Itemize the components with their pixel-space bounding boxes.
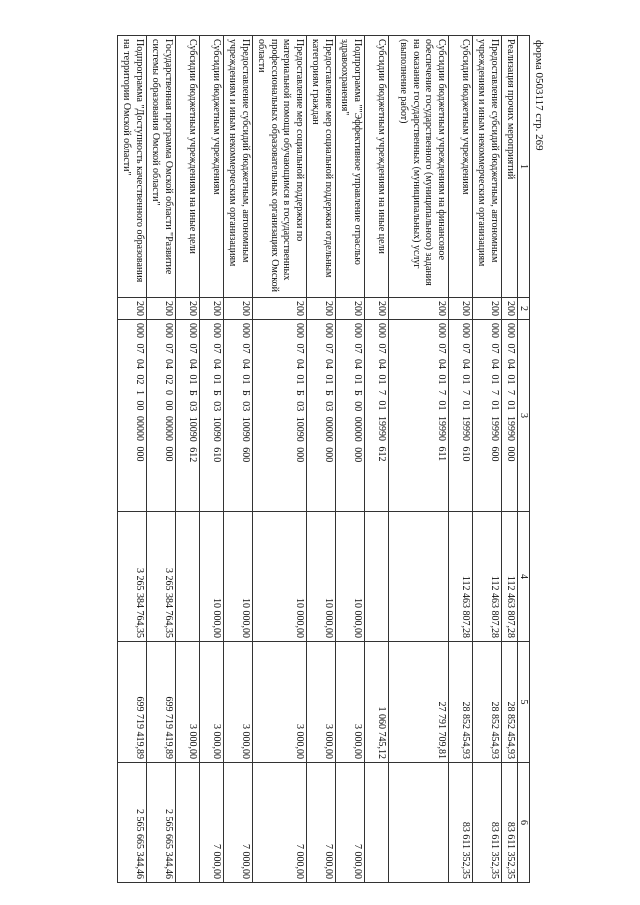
- row-code: 200: [365, 298, 389, 320]
- row-code: 200: [473, 298, 502, 320]
- table-row: [200, 36, 224, 883]
- row-name: Подпрограмма "Доступность качественного образования на территории Омской области": [118, 36, 147, 298]
- row-value-remaining: 7 000,00: [336, 763, 365, 883]
- row-value-remaining: [365, 763, 389, 883]
- row-name: Субсидии бюджетным учреждениям на финансовое обеспечение государственного (муниципального) задания на оказание государственных (муниципальных) услуг (выполнение работ): [389, 36, 449, 298]
- row-name: Подпрограмма ""Эффективное управление отраслью здравоохранения": [336, 36, 365, 298]
- row-kbk: 000 07 04 01 7 01 19990 612: [365, 320, 389, 512]
- row-code: 200: [224, 298, 253, 320]
- table-row: [224, 36, 253, 883]
- row-name: Предоставление субсидий бюджетным, автономным учреждениям и иным некоммерческим организациям: [473, 36, 502, 298]
- row-value-executed: 3 000,00: [253, 642, 307, 763]
- table-row: [118, 36, 147, 883]
- column-number: 5: [518, 642, 530, 763]
- row-value-executed: 27 791 709,81: [389, 642, 449, 763]
- row-value-plan: 10 000,00: [224, 512, 253, 642]
- row-kbk: 000 07 04 02 1 00 00000 000: [118, 320, 147, 512]
- row-value-executed: 28 852 454,93: [449, 642, 473, 763]
- column-number: 6: [518, 763, 530, 883]
- row-value-remaining: 7 000,00: [200, 763, 224, 883]
- column-number: 1: [518, 36, 530, 298]
- row-value-plan: [389, 512, 449, 642]
- column-number: 4: [518, 512, 530, 642]
- row-value-executed: 3 000,00: [200, 642, 224, 763]
- row-value-remaining: 7 000,00: [307, 763, 336, 883]
- row-value-remaining: [176, 763, 200, 883]
- row-value-plan: 112 463 807,28: [473, 512, 502, 642]
- table-row: [365, 36, 389, 883]
- row-value-executed: 3 000,00: [307, 642, 336, 763]
- row-value-remaining: 2 565 665 344,46: [147, 763, 176, 883]
- row-name: Предоставление мер социальной поддержки отдельным категориям граждан: [307, 36, 336, 298]
- form-label: форма 0503117 стр. 269: [533, 40, 545, 151]
- row-value-plan: 10 000,00: [307, 512, 336, 642]
- row-value-plan: 112 463 807,28: [449, 512, 473, 642]
- row-code: 200: [147, 298, 176, 320]
- table-row: [502, 36, 518, 883]
- row-value-plan: [365, 512, 389, 642]
- column-number: 3: [518, 320, 530, 512]
- report-sheet: [75, 35, 530, 882]
- row-value-executed: 699 719 419,89: [147, 642, 176, 763]
- row-name: Предоставление субсидий бюджетным, автономным учреждениям и иным некоммерческим организациям: [224, 36, 253, 298]
- table-row: [307, 36, 336, 883]
- row-kbk: 000 07 04 01 7 01 19990 600: [473, 320, 502, 512]
- row-kbk: 000 07 04 02 0 00 00000 000: [147, 320, 176, 512]
- row-kbk: 000 07 04 01 7 01 19990 000: [502, 320, 518, 512]
- row-value-remaining: 83 611 352,35: [449, 763, 473, 883]
- row-code: 200: [253, 298, 307, 320]
- row-kbk: 000 07 04 01 Б 03 10090 600: [224, 320, 253, 512]
- row-kbk: 000 07 04 01 Б 03 10090 612: [176, 320, 200, 512]
- row-value-executed: 1 060 745,12: [365, 642, 389, 763]
- row-code: 200: [176, 298, 200, 320]
- table-row: [449, 36, 473, 883]
- row-code: 200: [449, 298, 473, 320]
- row-value-executed: 28 852 454,93: [473, 642, 502, 763]
- row-kbk: 000 07 04 01 Б 00 00000 000: [336, 320, 365, 512]
- row-value-plan: 10 000,00: [336, 512, 365, 642]
- row-kbk: 000 07 04 01 7 01 19990 610: [449, 320, 473, 512]
- row-name: Государственная программа Омской области "Развитие системы образования Омской области": [147, 36, 176, 298]
- row-value-plan: [176, 512, 200, 642]
- row-name: Реализация прочих мероприятий: [502, 36, 518, 298]
- row-value-remaining: 83 611 352,35: [502, 763, 518, 883]
- row-name: Субсидии бюджетным учреждениям: [200, 36, 224, 298]
- table-row: [253, 36, 307, 883]
- row-value-remaining: 83 611 352,35: [473, 763, 502, 883]
- row-value-plan: 3 265 384 764,35: [118, 512, 147, 642]
- row-kbk: 000 07 04 01 Б 03 10090 000: [253, 320, 307, 512]
- row-code: 200: [118, 298, 147, 320]
- row-kbk: 000 07 04 01 Б 03 10090 610: [200, 320, 224, 512]
- row-name: Субсидии бюджетным учреждениям на иные цели: [365, 36, 389, 298]
- column-number: 2: [518, 298, 530, 320]
- row-value-plan: 10 000,00: [200, 512, 224, 642]
- row-name: Предоставление мер социальной поддержки по материальной помощи обучающимся в государственных профессиональных образовательных организациях Омской области: [253, 36, 307, 298]
- row-code: 200: [389, 298, 449, 320]
- table-row: [147, 36, 176, 883]
- row-code: 200: [200, 298, 224, 320]
- row-code: 200: [336, 298, 365, 320]
- row-kbk: 000 07 04 01 7 01 19990 611: [389, 320, 449, 512]
- row-value-plan: 10 000,00: [253, 512, 307, 642]
- row-value-executed: 28 852 454,93: [502, 642, 518, 763]
- row-value-remaining: 2 565 665 344,46: [118, 763, 147, 883]
- table-row: [336, 36, 365, 883]
- row-value-executed: 3 000,00: [336, 642, 365, 763]
- row-code: 200: [502, 298, 518, 320]
- row-value-executed: 3 000,00: [224, 642, 253, 763]
- row-code: 200: [307, 298, 336, 320]
- row-name: Субсидии бюджетным учреждениям: [449, 36, 473, 298]
- row-value-remaining: 7 000,00: [224, 763, 253, 883]
- table-row: [389, 36, 449, 883]
- row-value-plan: 112 463 807,28: [502, 512, 518, 642]
- budget-table: [117, 35, 530, 883]
- row-value-plan: 3 265 384 764,35: [147, 512, 176, 642]
- row-name: Субсидии бюджетным учреждениям на иные цели: [176, 36, 200, 298]
- table-row: [176, 36, 200, 883]
- row-value-remaining: 7 000,00: [253, 763, 307, 883]
- row-value-executed: 3 000,00: [176, 642, 200, 763]
- row-value-executed: 699 719 419,89: [118, 642, 147, 763]
- table-row: [473, 36, 502, 883]
- column-number-row: [518, 36, 530, 883]
- row-value-remaining: [389, 763, 449, 883]
- row-kbk: 000 07 04 01 Б 03 00000 000: [307, 320, 336, 512]
